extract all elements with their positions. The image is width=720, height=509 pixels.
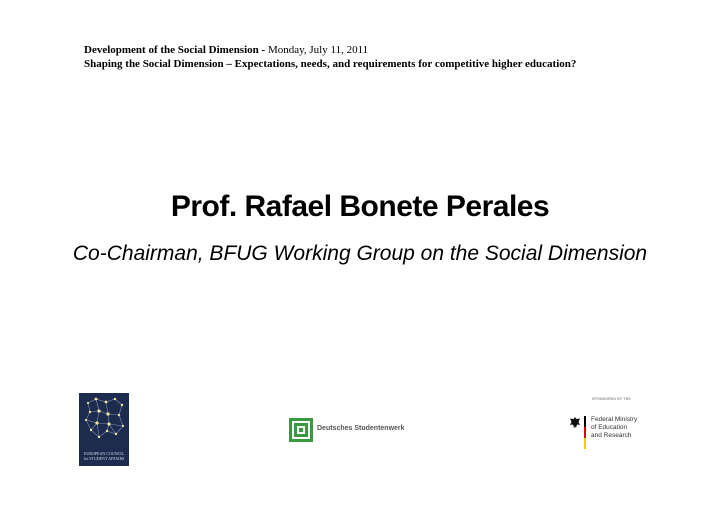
ecsa-text-line2: for STUDENT AFFAIRS [83,456,125,461]
german-flag-icon [584,416,586,449]
eagle-icon [569,416,581,430]
event-title: Development of the Social Dimension - [84,44,268,56]
sponsored-by-text: SPONSORED BY THE [592,397,632,401]
ecsa-logo-text [79,451,129,461]
ecsa-text-line1: EUROPEAN COUNCIL [83,451,125,456]
dsw-label: Deutsches Studentenwerk [317,425,405,432]
slide-header [84,43,704,71]
speaker-name: Prof. Rafael Bonete Perales [170,190,550,223]
ministry-line2: of Education [591,424,628,431]
dsw-square-icon [289,418,313,442]
speaker-role: Co-Chairman, BFUG Working Group on the Social Dimension [72,242,648,265]
event-line [84,43,704,57]
ecsa-logo [79,393,129,466]
constellation-icon [79,393,129,448]
dsw-logo [289,418,405,442]
bmbf-logo [565,397,645,457]
event-date: Monday, July 11, 2011 [267,44,369,56]
ministry-line3: and Research [591,432,632,439]
session-title: Shaping the Social Dimension – Expectations, needs, and requirements for competitive higher education? [84,58,577,70]
ministry-name [591,416,637,440]
ministry-line1: Federal Ministry [591,416,638,423]
